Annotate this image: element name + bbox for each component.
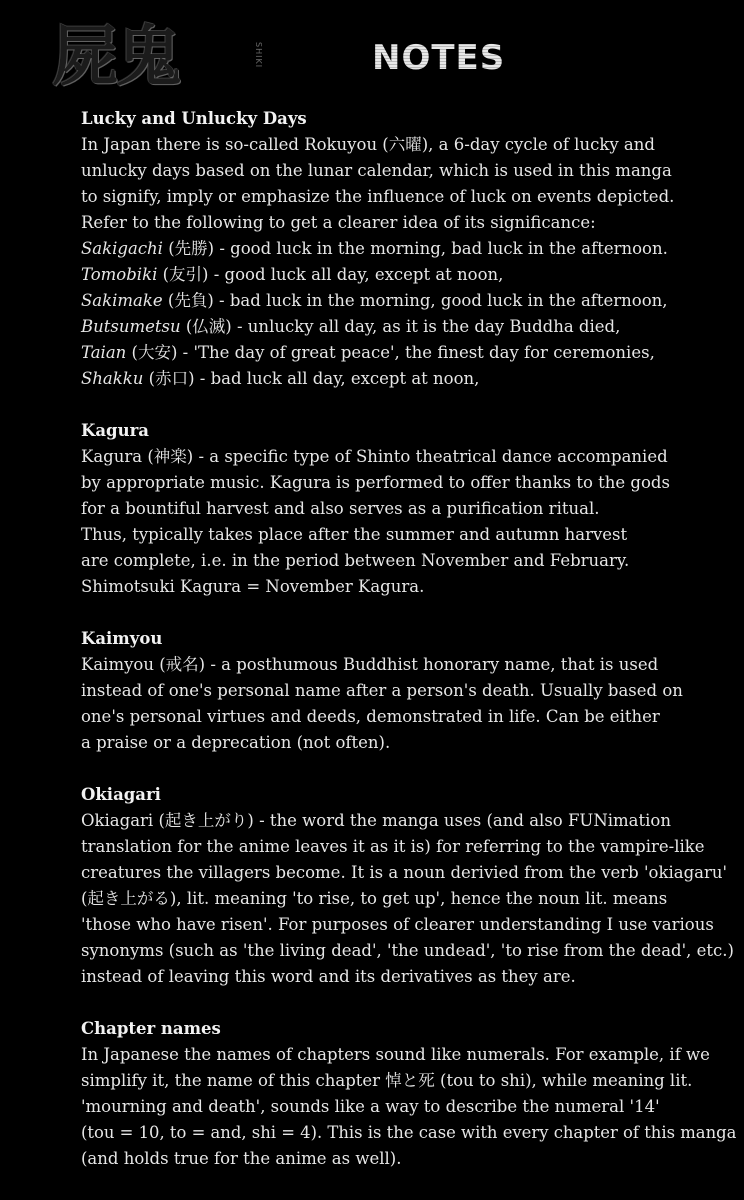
section-lucky-days [81, 106, 731, 392]
page-title: NOTES [372, 38, 506, 78]
text-line: synonyms (such as 'the living dead', 'the undead', 'to rise from the dead', etc.) [81, 941, 734, 960]
text-line: In Japan there is so-called Rokuyou (六曜), a 6-day cycle of lucky and [81, 135, 655, 154]
text-line: Kaimyou (戒名) - a posthumous Buddhist honorary name, that is used [81, 655, 659, 674]
section-kaimyou [81, 626, 731, 756]
text-line: unlucky days based on the lunar calendar, which is used in this manga [81, 161, 672, 180]
section-okiagari [81, 782, 734, 990]
text-line: for a bountiful harvest and also serves as a purification ritual. [81, 499, 600, 518]
day-description: (先勝) - good luck in the morning, bad luck in the afternoon. [162, 239, 668, 258]
day-term: Tomobiki [81, 265, 158, 284]
section-chapter-names [81, 1016, 737, 1172]
text-line: (起き上がる), lit. meaning 'to rise, to get up', hence the noun lit. means [81, 889, 668, 908]
day-term: Sakigachi [81, 239, 163, 258]
text-line: instead of one's personal name after a person's death. Usually based on [81, 681, 683, 700]
section-kagura [81, 418, 731, 600]
logo-kanji: 屍鬼 [52, 18, 180, 95]
logo-romaji: SHIKI [254, 42, 263, 69]
notes-content [81, 106, 737, 1198]
day-term: Sakimake [81, 291, 163, 310]
text-line: 'mourning and death', sounds like a way to describe the numeral '14' [81, 1097, 660, 1116]
text-line: 'those who have risen'. For purposes of clearer understanding I use various [81, 915, 714, 934]
text-line: are complete, i.e. in the period between November and February. [81, 551, 630, 570]
text-line: (tou = 10, to = and, shi = 4). This is the case with every chapter of this manga [81, 1123, 737, 1142]
text-line: by appropriate music. Kagura is performed to offer thanks to the gods [81, 473, 670, 492]
text-line: one's personal virtues and deeds, demonstrated in life. Can be either [81, 707, 660, 726]
text-line: to signify, imply or emphasize the influence of luck on events depicted. [81, 187, 675, 206]
day-entry [81, 236, 731, 262]
text-line: a praise or a deprecation (not often). [81, 733, 391, 752]
day-entry [81, 262, 731, 288]
shiki-logo [52, 18, 263, 100]
text-line: simplify it, the name of this chapter 悼と死 (tou to shi), while meaning lit. [81, 1071, 693, 1090]
day-description: (仏滅) - unlucky all day, as it is the day Buddha died, [180, 317, 621, 336]
text-line: creatures the villagers become. It is a noun derivied from the verb 'okiagaru' [81, 863, 728, 882]
section-title: Lucky and Unlucky Days [81, 109, 307, 128]
day-term: Shakku [81, 369, 144, 388]
day-term: Butsumetsu [81, 317, 181, 336]
section-title: Kaimyou [81, 629, 163, 648]
day-entry [81, 366, 731, 392]
day-description: (先負) - bad luck in the morning, good luck in the afternoon, [162, 291, 668, 310]
text-line: Shimotsuki Kagura = November Kagura. [81, 577, 425, 596]
day-description: (大安) - 'The day of great peace', the finest day for ceremonies, [126, 343, 655, 362]
day-term: Taian [81, 343, 127, 362]
text-line: Kagura (神楽) - a specific type of Shinto theatrical dance accompanied [81, 447, 668, 466]
day-entry [81, 288, 731, 314]
text-line: (and holds true for the anime as well). [81, 1149, 402, 1168]
text-line: Okiagari (起き上がり) - the word the manga uses (and also FUNimation [81, 811, 671, 830]
day-description: (赤口) - bad luck all day, except at noon, [143, 369, 480, 388]
day-description: (友引) - good luck all day, except at noon, [157, 265, 504, 284]
text-line: Refer to the following to get a clearer idea of its significance: [81, 213, 596, 232]
text-line: Thus, typically takes place after the summer and autumn harvest [81, 525, 628, 544]
day-entry [81, 340, 731, 366]
section-title: Kagura [81, 421, 149, 440]
section-title: Okiagari [81, 785, 161, 804]
text-line: translation for the anime leaves it as it is) for referring to the vampire-like [81, 837, 705, 856]
section-title: Chapter names [81, 1019, 221, 1038]
text-line: In Japanese the names of chapters sound like numerals. For example, if we [81, 1045, 710, 1064]
day-entry [81, 314, 731, 340]
text-line: instead of leaving this word and its derivatives as they are. [81, 967, 576, 986]
